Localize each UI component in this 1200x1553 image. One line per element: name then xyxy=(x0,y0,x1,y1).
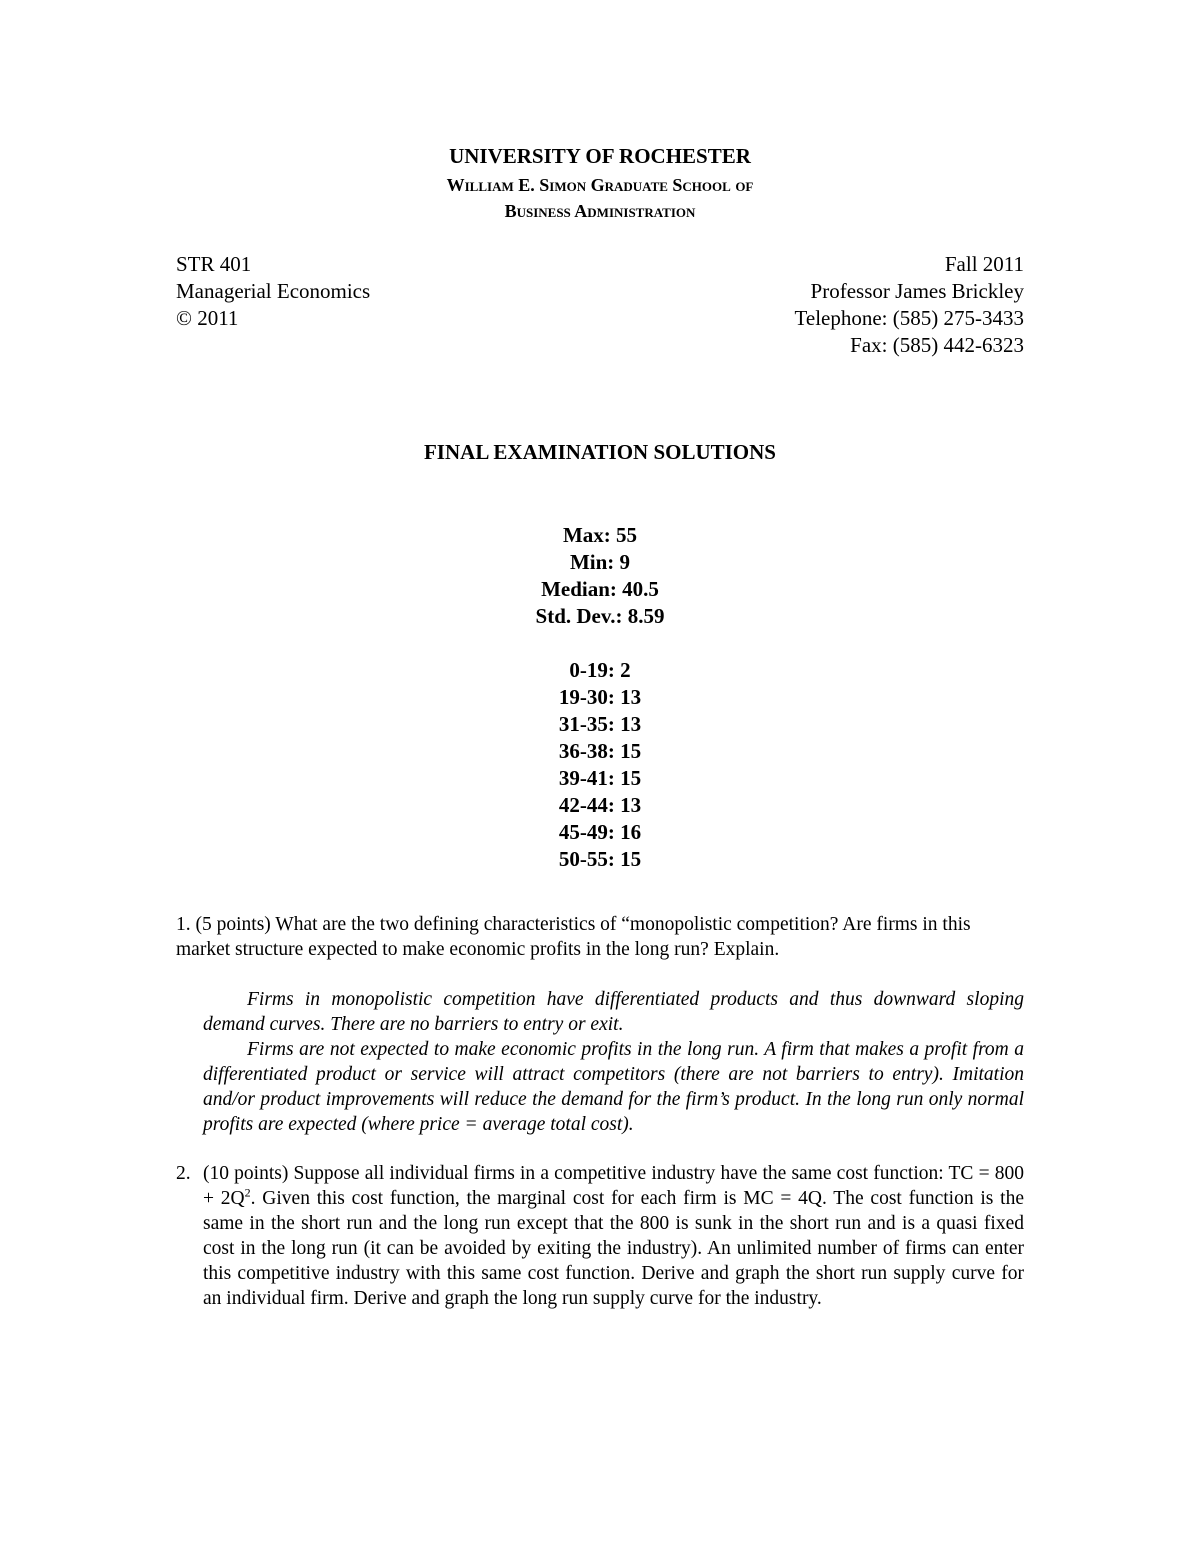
course-code: STR 401 xyxy=(176,252,252,276)
stat-std-dev: Std. Dev.: 8.59 xyxy=(535,604,665,628)
score-stats xyxy=(0,522,1200,630)
question-2-number: 2. xyxy=(176,1163,191,1184)
distribution-row: 0-19: 2 xyxy=(569,658,631,682)
professor-name: Professor James Brickley xyxy=(810,279,1024,303)
exam-title: FINAL EXAMINATION SOLUTIONS xyxy=(423,440,776,464)
question-2-text xyxy=(203,1161,1024,1311)
university-name: UNIVERSITY OF ROCHESTER xyxy=(449,144,751,168)
question-1: 1. (5 points) What are the two defining characteristics of “monopolistic competition? Are firms in this market structure expected to make economic profits in the long run? Explain. xyxy=(176,914,971,960)
telephone: Telephone: (585) 275-3433 xyxy=(794,306,1024,330)
question-2-text-b: . Given this cost function, the marginal cost for each firm is MC = 4Q. The cost function is the same in the short run and the long run except that the 800 is sunk in the short run and is a quasi fixed cost in the long run (it can be avoided by exiting the industry). An unlimited number of firms can enter this competitive industry with this same cost function. Derive and graph the short run supply curve for an individual firm. Derive and graph the long run supply curve for the industry. xyxy=(203,1188,1024,1309)
fax: Fax: (585) 442-6323 xyxy=(850,333,1024,357)
course-term: Fall 2011 xyxy=(944,252,1024,276)
score-distribution xyxy=(0,657,1200,873)
school-name xyxy=(0,172,1200,224)
school-name-line2: Business Administration xyxy=(504,201,696,221)
course-info xyxy=(176,251,1024,359)
school-name-line1: William E. Simon Graduate School of xyxy=(446,175,754,195)
stat-max: Max: 55 xyxy=(562,523,638,547)
question-2-text-a: (10 points) Suppose all individual firms in a competitive industry have the same cost function: TC = 800 + 2Q xyxy=(203,1163,1024,1209)
distribution-row: 39-41: 15 xyxy=(558,766,642,790)
distribution-row: 42-44: 13 xyxy=(558,793,642,817)
answer-1-paragraph-1: Firms in monopolistic competition have differentiated products and thus downward sloping demand curves. There are no barriers to entry or exit. xyxy=(203,989,1024,1035)
answer-1 xyxy=(203,987,1024,1137)
distribution-row: 50-55: 15 xyxy=(558,847,642,871)
course-name: Managerial Economics xyxy=(176,279,371,303)
distribution-row: 19-30: 13 xyxy=(558,685,642,709)
distribution-row: 31-35: 13 xyxy=(558,712,642,736)
stat-min: Min: 9 xyxy=(569,550,631,574)
distribution-row: 45-49: 16 xyxy=(558,820,642,844)
stat-median: Median: 40.5 xyxy=(541,577,659,601)
distribution-row: 36-38: 15 xyxy=(558,739,642,763)
copyright: © 2011 xyxy=(176,306,239,330)
exponent: 2 xyxy=(244,1185,251,1200)
answer-1-paragraph-2: Firms are not expected to make economic profits in the long run. A firm that makes a profit from a differentiated product or service will attract competitors (there are not barriers to entry). Imitation and/or product improvements will reduce the demand for the firm’s product. In the long run only normal profits are expected (where price = average total cost). xyxy=(203,1039,1024,1135)
